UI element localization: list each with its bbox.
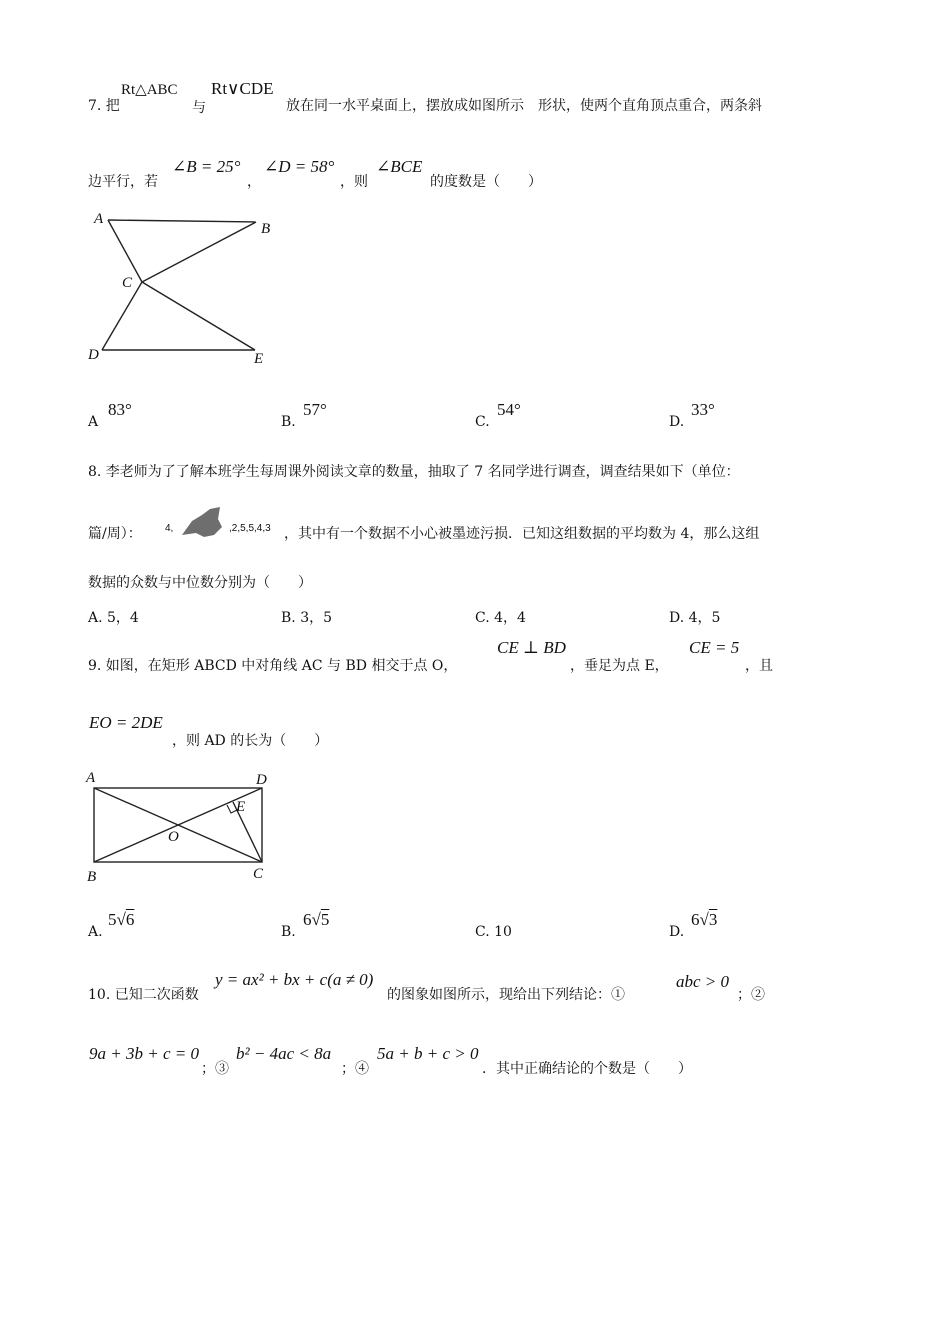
q7-yu: 与: [192, 100, 206, 116]
q8-option-b: B. 3，5: [281, 610, 333, 626]
q7-option-d-value: 33°: [691, 400, 715, 419]
q10-conclusion-3: b² − 4ac < 8a: [236, 1044, 332, 1063]
q9-label-d: D: [256, 772, 267, 788]
q10-conclusion-1: abc > 0: [676, 972, 730, 991]
q9-option-c: C. 10: [475, 924, 512, 940]
q8-data-prefix: 4,: [165, 523, 174, 534]
q9-option-d-label: D.: [669, 924, 685, 940]
q9-option-a-value: 5√6: [108, 910, 135, 929]
q9-text-line1a: 9. 如图，在矩形 ABCD 中对角线 AC 与 BD 相交于点 O，: [88, 658, 458, 674]
q7-option-b-value: 57°: [303, 400, 327, 419]
q9-option-b-label: B.: [281, 924, 296, 940]
q7-comma: ，: [247, 174, 261, 190]
q9-ce-eq: CE = 5: [689, 638, 740, 657]
q8-text-line2a: 篇/周）：: [88, 526, 142, 542]
q9-label-e: E: [236, 799, 246, 815]
q9-label-c: C: [253, 866, 264, 882]
q7-angle-d: ∠D = 58°: [264, 157, 335, 176]
q7-angle-bce: ∠BCE: [376, 157, 423, 176]
q8-option-d: D. 4，5: [669, 610, 721, 626]
q8-option-a: A. 5，4: [88, 610, 139, 626]
q9-label-b: B: [87, 869, 97, 885]
q10-text-line2: ．其中正确结论的个数是（ ）: [482, 1061, 692, 1077]
q10-text-line1b: 的图象如图所示，现给出下列结论：①: [387, 987, 625, 1003]
q8-text-line3: 数据的众数与中位数分别为（ ）: [88, 575, 312, 591]
q9-text-line2: ，则 AD 的长为（ ）: [172, 733, 329, 749]
q7-text-line2c: 的度数是（ ）: [430, 174, 542, 190]
q7-rt-abc: Rt△ABC: [121, 82, 178, 98]
q9-ce-perp-bd: CE ⊥ BD: [497, 638, 566, 657]
q10-text-line1c: ；②: [737, 987, 765, 1003]
q7-label-e: E: [254, 351, 264, 367]
q8-text-line2b: ，其中有一个数据不小心被墨迹污损．已知这组数据的平均数为 4，那么这组: [284, 526, 760, 542]
q10-text-line1a: 10. 已知二次函数: [88, 987, 199, 1003]
q7-label-c: C: [122, 275, 133, 291]
q8-data-suffix: ,2,5,5,4,3: [229, 523, 271, 534]
q7-label-d: D: [88, 347, 99, 363]
q7-text-line1: 放在同一水平桌面上，摆放成如图所示 形状，使两个直角顶点重合，两条斜: [286, 98, 762, 114]
q7-option-d-label: D.: [669, 414, 685, 430]
q10-conclusion-4: 5a + b + c > 0: [377, 1044, 479, 1063]
q9-option-d-value: 6√3: [691, 910, 718, 929]
q10-conclusion-2: 9a + 3b + c = 0: [89, 1044, 199, 1063]
q10-function: y = ax² + bx + c(a ≠ 0): [215, 970, 374, 989]
q10-sep-4: ；④: [341, 1061, 369, 1077]
q7-label-b: B: [261, 221, 271, 237]
q7-text-line2b: ，则: [340, 174, 368, 190]
q7-angle-b: ∠B = 25°: [172, 157, 241, 176]
q9-option-b-value: 6√5: [303, 910, 330, 929]
q7-rt-cde: Rt∨CDE: [211, 79, 274, 98]
ink-blot-icon: [178, 505, 228, 539]
q9-option-a-label: A.: [88, 924, 103, 940]
q10-sep-3: ；③: [201, 1061, 229, 1077]
q9-eo-eq: EO = 2DE: [89, 713, 163, 732]
q9-label-o: O: [168, 829, 179, 845]
q7-number: 7. 把: [88, 98, 120, 114]
q7-option-a-value: 83°: [108, 400, 132, 419]
q7-option-a-label: A: [88, 414, 99, 430]
q8-text-line1: 8. 李老师为了了解本班学生每周课外阅读文章的数量，抽取了 7 名同学进行调查，调查结果如下（单位：: [88, 464, 740, 480]
q8-option-c: C. 4，4: [475, 610, 526, 626]
q7-option-b-label: B.: [281, 414, 296, 430]
q7-text-line2a: 边平行，若: [88, 174, 158, 190]
q7-label-a: A: [94, 211, 104, 227]
q9-figure: [80, 766, 290, 888]
q9-text-line1c: ，且: [745, 658, 773, 674]
q9-text-line1b: ，垂足为点 E，: [570, 658, 669, 674]
q9-label-a: A: [86, 770, 96, 786]
q7-option-c-value: 54°: [497, 400, 521, 419]
q7-option-c-label: C.: [475, 414, 490, 430]
q7-figure: [80, 205, 290, 375]
